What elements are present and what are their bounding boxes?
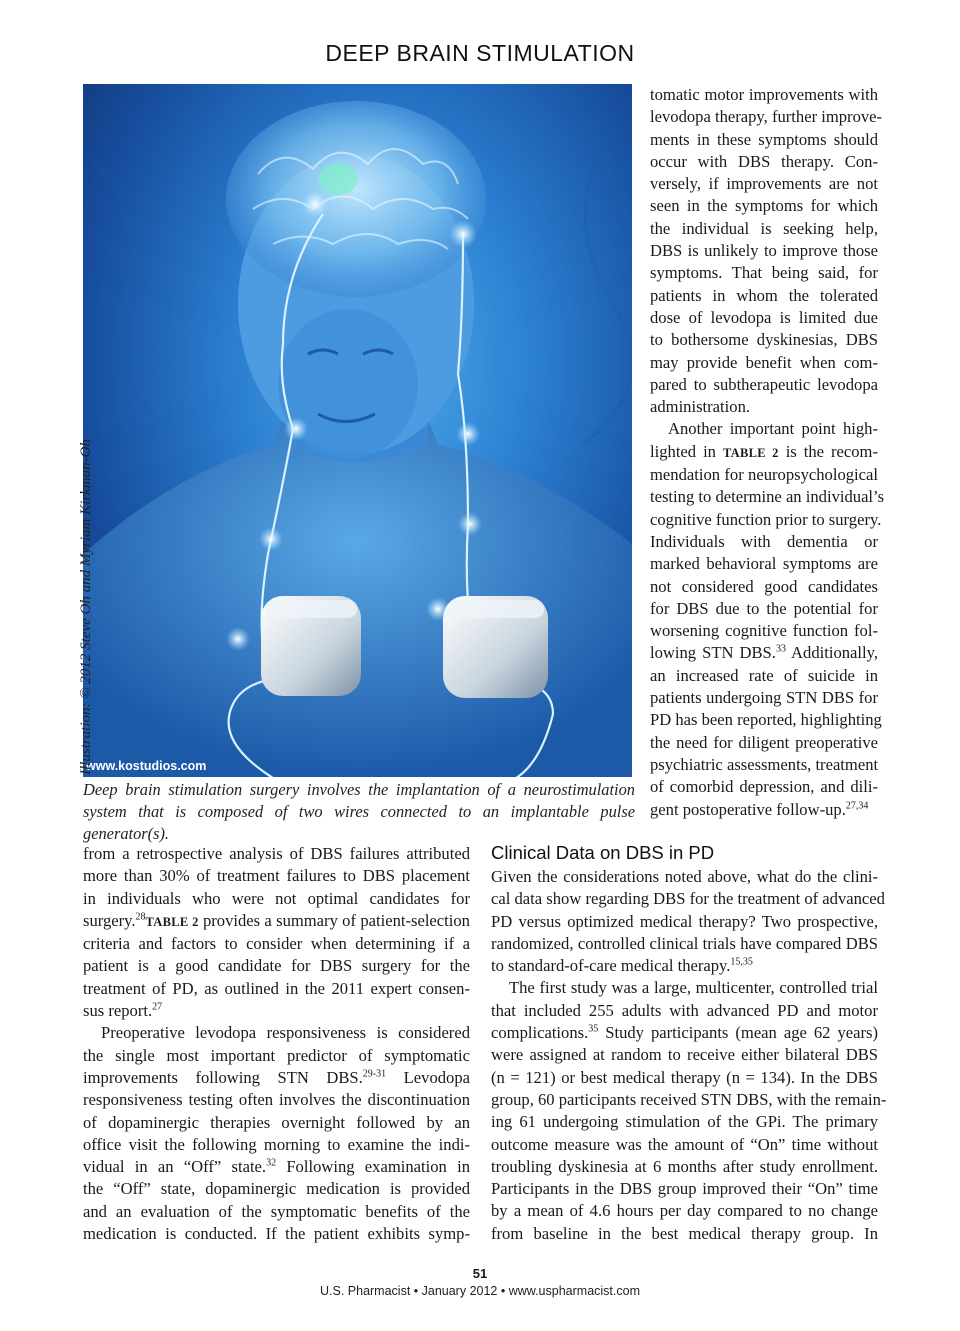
- text-line: of dopaminergic therapies overnight followed by an: [83, 1112, 470, 1132]
- text-line: cognitive function prior to surgery.: [650, 509, 882, 529]
- text-fragment: gent postoperative follow-up.: [650, 799, 846, 819]
- text-fragment: surgery.: [83, 910, 136, 930]
- right-column-top: [650, 84, 885, 821]
- citation: 15,35: [730, 956, 753, 968]
- citation: 28: [135, 911, 146, 923]
- section-heading: Clinical Data on DBS in PD: [491, 842, 715, 863]
- text-line: the need for diligent preoperative: [650, 732, 878, 752]
- text-fragment: Following examination in: [276, 1157, 470, 1177]
- text-line: (n = 121) or best medical therapy (n = 134). In the DBS: [491, 1067, 878, 1087]
- text-line: cal data show regarding DBS for the treatment of advanced: [491, 889, 885, 909]
- table-reference: TABLE 2: [145, 914, 199, 929]
- text-line: [491, 955, 878, 977]
- text-line: an increased rate of suicide in: [650, 665, 878, 685]
- text-line: Given the considerations noted above, what do the clini-: [491, 867, 878, 886]
- text-line: of comorbid depression, and dili-: [650, 777, 878, 797]
- text-line: that included 255 adults with advanced PD and motor: [491, 1000, 878, 1020]
- text-line: patients undergoing STN DBS for: [650, 688, 878, 708]
- text-line: Another important point high-: [668, 419, 878, 439]
- text-line: ing 61 undergoing stimulation of the GPi. The primary: [491, 1112, 878, 1132]
- illustration-watermark: www.kostudios.com: [86, 759, 207, 773]
- text-fragment: Levodopa: [386, 1067, 471, 1087]
- citation: 35: [588, 1023, 599, 1035]
- text-line: versely, if improvements are not: [650, 174, 878, 194]
- text-line: Participants in the DBS group improved their “On” time: [491, 1179, 878, 1199]
- text-fragment: vidual in an “Off” state.: [83, 1157, 267, 1177]
- text-line: patients in whom the tolerated: [650, 285, 878, 305]
- text-line: group, 60 participants received STN DBS, with the remain-: [491, 1089, 887, 1109]
- text-line: [83, 910, 470, 933]
- text-line: testing to determine an individual’s: [650, 487, 885, 507]
- text-fragment: sus report.: [83, 1001, 153, 1021]
- text-line: were assigned at random to receive either bilateral DBS: [491, 1045, 878, 1065]
- citation: 27,34: [845, 799, 869, 811]
- table-reference: TABLE 2: [722, 445, 779, 460]
- text-line: [491, 1022, 878, 1044]
- text-line: criteria and factors to consider when determining if a: [83, 934, 470, 954]
- text-line: patient is a good candidate for DBS surgery for the: [83, 956, 470, 976]
- text-line: by a mean of 4.6 hours per day compared to no change: [491, 1201, 878, 1221]
- text-line: Preoperative levodopa responsiveness is considered: [101, 1023, 470, 1043]
- text-line: marked behavioral symptoms are: [650, 554, 878, 574]
- text-line: PD versus optimized medical therapy? Two prospective,: [491, 911, 878, 931]
- text-line: symptoms. That being said, for: [650, 263, 878, 283]
- text-line: Individuals with dementia or: [650, 531, 878, 551]
- text-line: [83, 1067, 470, 1089]
- text-line: seen in the symptoms for which: [650, 196, 878, 216]
- left-column-bottom: [83, 843, 470, 1245]
- text-line: PD has been reported, highlighting: [650, 710, 882, 730]
- text-line: from baseline in the best medical therapy group. In: [491, 1223, 878, 1243]
- figure-caption: [83, 779, 635, 845]
- text-line: [83, 1156, 470, 1178]
- illustration-credit: Illustration: © 2012 Steve Oh and Myriam Kirkman-Oh: [78, 439, 94, 775]
- text-line: more than 30% of treatment failures to DBS placement: [83, 866, 470, 886]
- citation: 33: [775, 643, 786, 655]
- citation: 32: [266, 1157, 277, 1169]
- text-line: psychiatric assessments, treatment: [650, 754, 879, 774]
- text-line: responsiveness testing often involves the discontinuation: [83, 1090, 470, 1110]
- text-line: DBS is unlikely to improve those: [650, 241, 878, 261]
- illustration: [83, 84, 632, 777]
- text-line: treatment of PD, as outlined in the 2011 expert consen-: [83, 978, 470, 998]
- text-line: levodopa therapy, further improve-: [650, 107, 883, 127]
- text-fragment: lowing STN DBS.: [650, 643, 776, 663]
- text-line: occur with DBS therapy. Con-: [650, 151, 878, 171]
- text-fragment: is the recom-: [778, 441, 878, 461]
- text-line: mendation for neuropsychological: [650, 465, 878, 485]
- running-header: DEEP BRAIN STIMULATION: [325, 40, 635, 66]
- text-line: pared to subtherapeutic levodopa: [650, 374, 878, 394]
- text-fragment: Study participants (mean age 62 years): [598, 1023, 878, 1043]
- text-line: worsening cognitive function fol-: [650, 621, 878, 641]
- text-fragment: improvements following STN DBS.: [83, 1067, 363, 1087]
- page-number: 51: [472, 1266, 488, 1281]
- text-line: The first study was a large, multicenter, controlled trial: [509, 978, 878, 998]
- text-line: [83, 1000, 470, 1022]
- text-fragment: lighted in: [650, 441, 723, 461]
- text-line: [650, 799, 878, 821]
- text-line: office visit the following morning to examine the indi-: [83, 1134, 470, 1154]
- text-line: the single most important predictor of symptomatic: [83, 1045, 470, 1065]
- text-line: the individual is seeking help,: [650, 218, 878, 238]
- right-column-bottom: [491, 866, 887, 1245]
- text-line: [650, 441, 878, 464]
- text-line: ments in these symptoms should: [650, 129, 878, 149]
- dbs-illustration-image: [83, 84, 632, 777]
- caption-line: system that is composed of two wires connected to an implantable pulse generator(s).: [83, 802, 635, 843]
- text-line: [650, 642, 878, 664]
- text-line: may provide benefit when com-: [650, 352, 878, 372]
- text-line: outcome measure was the amount of “On” time without: [491, 1134, 878, 1154]
- text-line: administration.: [650, 397, 751, 417]
- text-line: randomized, controlled clinical trials have compared DBS: [491, 933, 878, 953]
- text-fragment: Additionally,: [785, 643, 879, 663]
- text-fragment: provides a summary of patient-selection: [198, 910, 470, 930]
- text-line: tomatic motor improvements with: [650, 85, 878, 104]
- caption-line: Deep brain stimulation surgery involves the implantation of a neurostimulation: [83, 780, 635, 799]
- text-fragment: to standard-of-care medical therapy.: [491, 956, 731, 976]
- text-line: troubling dyskinesia at 6 months after study enrollment.: [491, 1156, 878, 1176]
- footer-text: U.S. Pharmacist • January 2012 • www.uspharmacist.com: [320, 1284, 640, 1298]
- text-line: to bothersome dyskinesias, DBS: [650, 330, 878, 350]
- text-line: dose of levodopa is limited due: [650, 307, 878, 327]
- text-line: from a retrospective analysis of DBS failures attributed: [83, 844, 470, 863]
- citation: 27: [152, 1001, 163, 1013]
- text-line: and an evaluation of the symptomatic benefits of the: [83, 1201, 470, 1221]
- text-line: for DBS due to the potential for: [650, 598, 878, 618]
- text-line: the “Off” state, dopaminergic medication is provided: [83, 1179, 470, 1199]
- text-line: not considered good candidates: [650, 576, 878, 596]
- text-fragment: complications.: [491, 1023, 589, 1043]
- text-line: medication is conducted. If the patient exhibits symp-: [83, 1224, 470, 1244]
- citation: 29-31: [362, 1068, 387, 1080]
- text-line: in individuals who were not optimal candidates for: [83, 888, 470, 908]
